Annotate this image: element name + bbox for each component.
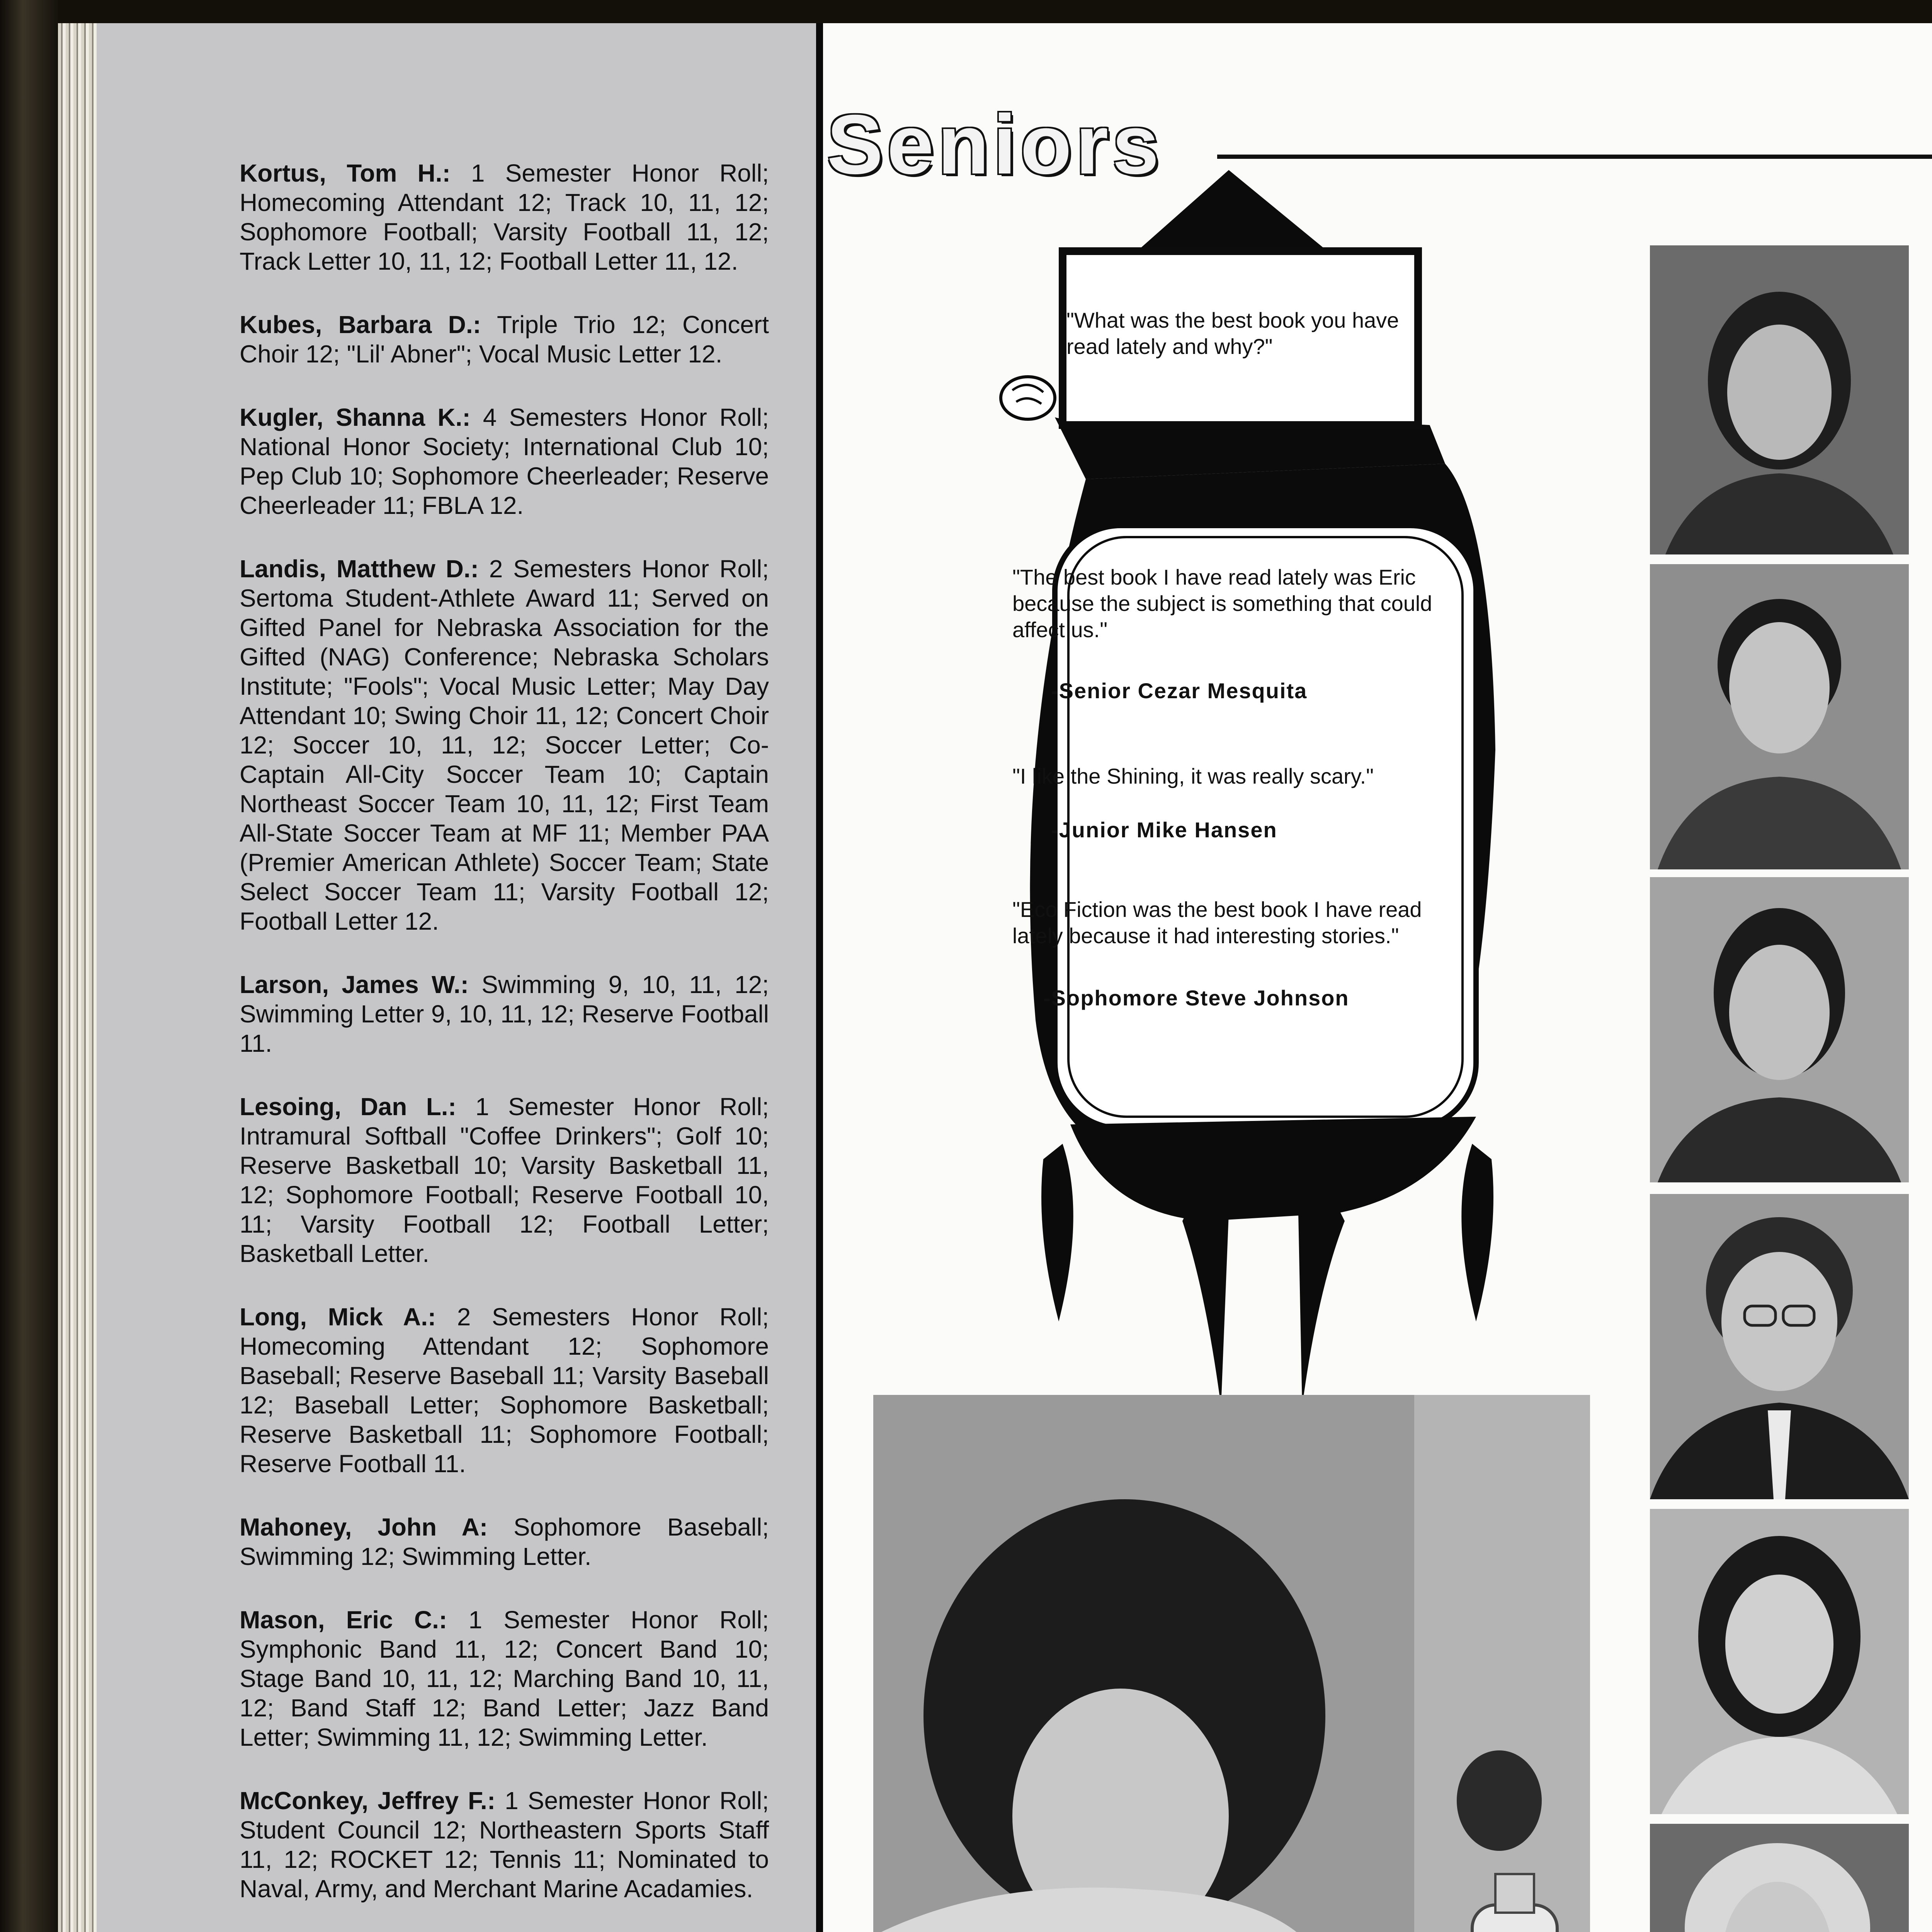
- study-hall-photo: [873, 1395, 1590, 1932]
- portrait-photo: [1650, 1509, 1909, 1814]
- answer-attribution: -Senior Cezar Mesquita: [1051, 679, 1308, 703]
- bio-name: Mason, Eric C.:: [240, 1606, 447, 1634]
- bio-name: Landis, Matthew D.:: [240, 555, 479, 583]
- bio-text: Sophomore Baseball; Swimming 12; Swimming Letter.: [240, 1513, 769, 1570]
- rocket-fin-left: [1041, 1144, 1073, 1321]
- bio-name: Kortus, Tom H.:: [240, 159, 451, 187]
- answer-attribution: -Sophomore Steve Johnson: [1043, 986, 1349, 1010]
- bio-text: 2 Semesters Honor Roll; Homecoming Attendant 12; Sophomore Baseball; Reserve Baseball 11; Varsity Baseball 12; Baseball Letter; Sophomore Basketball; Reserve Basketball 11; Sophomore Football; Reserve Football 11.: [240, 1303, 769, 1478]
- bio-name: Larson, James W.:: [240, 971, 469, 998]
- question-text: "What was the best book you have read lately and why?": [1066, 308, 1399, 359]
- bio-entry: [240, 403, 769, 520]
- page-title: Seniors: [827, 98, 1163, 192]
- bio-name: Mahoney, John A:: [240, 1513, 488, 1541]
- bio-entry: [240, 1092, 769, 1268]
- column-divider: [816, 23, 823, 1932]
- bio-text: 1 Semester Honor Roll; Student Council 12; Northeastern Sports Staff 11, 12; ROCKET 12; Tennis 11; Nominated to Naval, Army, and Merchant Marine Acadamies.: [240, 1787, 769, 1903]
- answer-attribution: -Junior Mike Hansen: [1051, 818, 1277, 842]
- rocket-fin: [1182, 1206, 1229, 1406]
- bio-entry: [240, 158, 769, 276]
- title-rule: [1217, 155, 1932, 159]
- bio-text: 1 Semester Honor Roll; Homecoming Attendant 12; Track 10, 11, 12; Sophomore Football; Varsity Football 11, 12; Track Letter 10, 11, 12; Football Letter 11, 12.: [240, 159, 769, 275]
- bio-text: Swimming 9, 10, 11, 12; Swimming Letter 9, 10, 11, 12; Reserve Football 11.: [240, 971, 769, 1057]
- rocket-lower-body: [1070, 1117, 1476, 1221]
- bio-text: 4 Semesters Honor Roll; National Honor Society; International Club 10; Pep Club 10; Sophomore Cheerleader; Reserve Cheerleader 11; FBLA 12.: [240, 403, 769, 519]
- bio-text: 2 Semesters Honor Roll; Sertoma Student-Athlete Award 11; Served on Gifted Panel for Nebraska Association for the Gifted (NAG) Conference; Nebraska Scholars Institute; "Fools"; Vocal Music Letter; May Day Attendant 10; Swing Choir 11, 12; Concert Choir 12; Soccer 10, 11, 12; Soccer Letter; Co-Captain All-City Soccer Team 10; Captain Northeast Soccer Team 10, 11, 12; First Team All-State Soccer Team at MF 11; Member PAA (Premier American Athlete) Soccer Team; State Select Soccer Team 11; Varsity Football 12; Football Letter 12.: [240, 555, 769, 935]
- bio-entry: [240, 310, 769, 369]
- answer-quote: "I like the Shining, it was really scary.": [1012, 764, 1374, 788]
- bio-entry: [240, 1605, 769, 1752]
- bio-text: 1 Semester Honor Roll; Intramural Softball "Coffee Drinkers"; Golf 10; Reserve Basketball 10; Varsity Basketball 11, 12; Sophomore Football; Reserve Football 10, 11; Varsity Football 12; Football Letter; Basketball Letter.: [240, 1093, 769, 1267]
- portrait-photo: [1650, 245, 1909, 554]
- bio-entry: [240, 1302, 769, 1478]
- rocket-nose-cone: [1128, 170, 1337, 259]
- bio-entry: [240, 1786, 769, 1903]
- bio-text: Triple Trio 12; Concert Choir 12; "Lil' Abner"; Vocal Music Letter 12.: [240, 311, 769, 368]
- bio-name: Kugler, Shanna K.:: [240, 403, 471, 431]
- bio-name: Lesoing, Dan L.:: [240, 1093, 456, 1121]
- bio-name: McConkey, Jeffrey F.:: [240, 1787, 496, 1815]
- senior-bios-column: [240, 158, 769, 1932]
- bio-name: Kubes, Barbara D.:: [240, 311, 481, 338]
- portrait-photo: [1650, 877, 1909, 1182]
- book-binding: [0, 0, 58, 1932]
- answer-quote: "Eco Fiction was the best book I have read lately because it had interesting stories.": [1012, 897, 1422, 948]
- bio-name: Long, Mick A.:: [240, 1303, 436, 1331]
- rocket-fin-right: [1461, 1144, 1493, 1321]
- portrait-photo: [1650, 1194, 1909, 1499]
- rocket-fin: [1298, 1206, 1345, 1406]
- portrait-photo: [1650, 1824, 1909, 1932]
- portrait-photo: [1650, 564, 1909, 869]
- bio-entry: [240, 554, 769, 936]
- top-edge-shadow: [58, 0, 1932, 23]
- answer-quote: "The best book I have read lately was Eric because the subject is something that could affect us.": [1012, 565, 1432, 642]
- page-stack-edge: [58, 23, 97, 1932]
- bio-text: 1 Semester Honor Roll; Symphonic Band 11, 12; Concert Band 10; Stage Band 10, 11, 12; Marching Band 10, 11, 12; Band Staff 12; Band Letter; Jazz Band Letter; Swimming 11, 12; Swimming Letter.: [240, 1606, 769, 1751]
- bio-entry: [240, 1512, 769, 1571]
- bio-entry: [240, 970, 769, 1058]
